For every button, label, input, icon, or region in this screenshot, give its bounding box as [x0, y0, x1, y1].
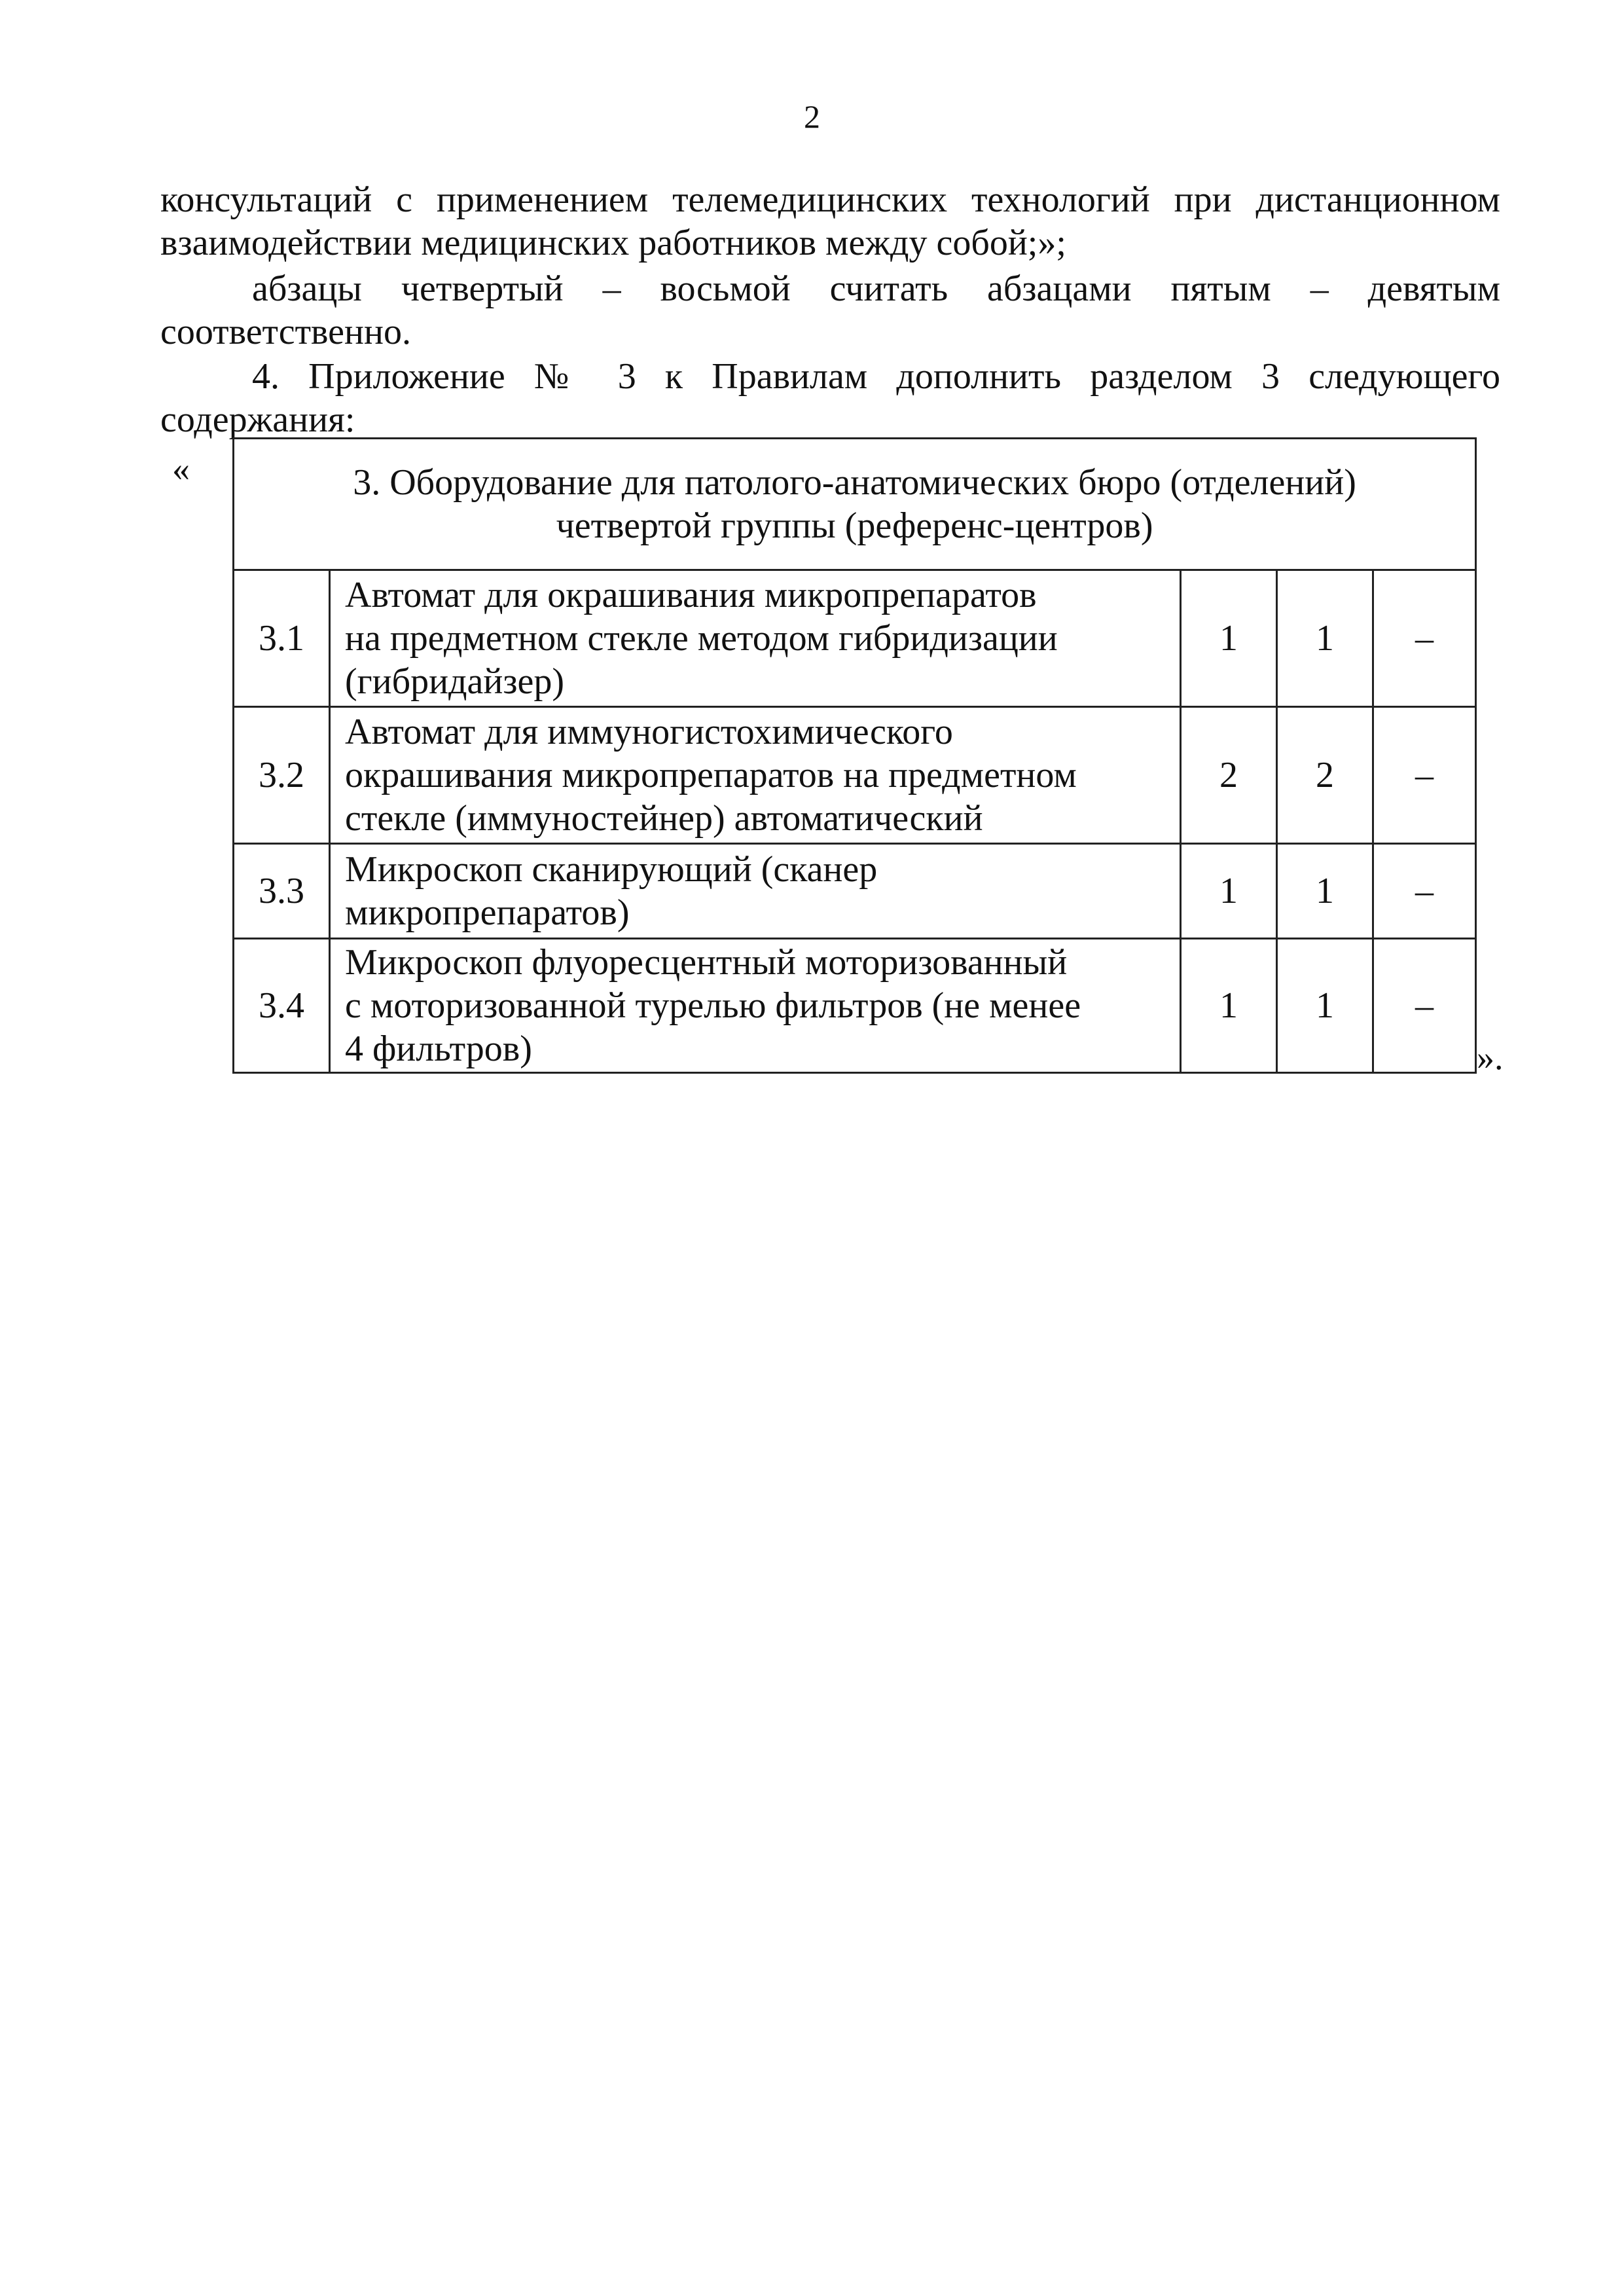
table-header-row	[234, 439, 1476, 570]
opening-quote: «	[172, 449, 190, 488]
name-line: (гибридайзер)	[345, 661, 564, 702]
table-row	[234, 939, 1476, 1073]
quantity-3: –	[1373, 844, 1476, 939]
name-line: с моторизованной турелью фильтров (не менее	[345, 985, 1081, 1026]
paragraph-line: соответственно.	[160, 312, 411, 352]
quantity-2: 1	[1277, 939, 1373, 1073]
name-line: микропрепаратов)	[345, 892, 630, 933]
equipment-name	[330, 570, 1181, 707]
equipment-table	[232, 437, 1477, 1074]
closing-quote: ».	[1477, 1038, 1504, 1077]
paragraph-line: консультаций с применением телемедицинских технологий при дистанционном	[160, 179, 1500, 220]
quantity-3: –	[1373, 570, 1476, 707]
row-number: 3.3	[234, 844, 330, 939]
name-line: Автомат для иммуногистохимического	[345, 712, 953, 752]
name-line: Микроскоп сканирующий (сканер	[345, 849, 878, 890]
paragraph-line: содержания:	[160, 399, 355, 440]
name-line: на предметном стекле методом гибридизации	[345, 618, 1058, 659]
paragraph-line: взаимодействии медицинских работников между собой;»;	[160, 223, 1066, 263]
equipment-name	[330, 707, 1181, 844]
table-header-line: четвертой группы (референс-центров)	[556, 505, 1153, 546]
name-line: окрашивания микропрепаратов на предметном	[345, 755, 1077, 795]
equipment-name	[330, 844, 1181, 939]
quantity-3: –	[1373, 707, 1476, 844]
paragraph-telemedicine	[160, 178, 1500, 264]
table-row	[234, 844, 1476, 939]
quantity-1: 2	[1181, 707, 1277, 844]
page-number: 2	[804, 98, 820, 135]
table-row	[234, 570, 1476, 707]
name-line: Автомат для окрашивания микропрепаратов	[345, 575, 1037, 615]
quantity-3: –	[1373, 939, 1476, 1073]
quantity-1: 1	[1181, 570, 1277, 707]
name-line: стекле (иммуностейнер) автоматический	[345, 798, 983, 839]
quantity-1: 1	[1181, 939, 1277, 1073]
table-header	[234, 439, 1476, 570]
name-line: Микроскоп флуоресцентный моторизованный	[345, 942, 1068, 983]
quantity-2: 1	[1277, 570, 1373, 707]
table-row	[234, 707, 1476, 844]
quantity-2: 1	[1277, 844, 1373, 939]
name-line: 4 фильтров)	[345, 1029, 532, 1069]
paragraph-line: 4. Приложение № 3 к Правилам дополнить разделом 3 следующего	[252, 356, 1500, 397]
quantity-1: 1	[1181, 844, 1277, 939]
row-number: 3.1	[234, 570, 330, 707]
table-header-line: 3. Оборудование для патолого-анатомических бюро (отделений)	[353, 462, 1356, 503]
row-number: 3.2	[234, 707, 330, 844]
paragraph-appendix	[160, 355, 1500, 441]
paragraph-line: абзацы четвертый – восьмой считать абзацами пятым – девятым	[252, 268, 1500, 309]
equipment-name	[330, 939, 1181, 1073]
quantity-2: 2	[1277, 707, 1373, 844]
paragraph-renumbering	[160, 267, 1500, 354]
row-number: 3.4	[234, 939, 330, 1073]
